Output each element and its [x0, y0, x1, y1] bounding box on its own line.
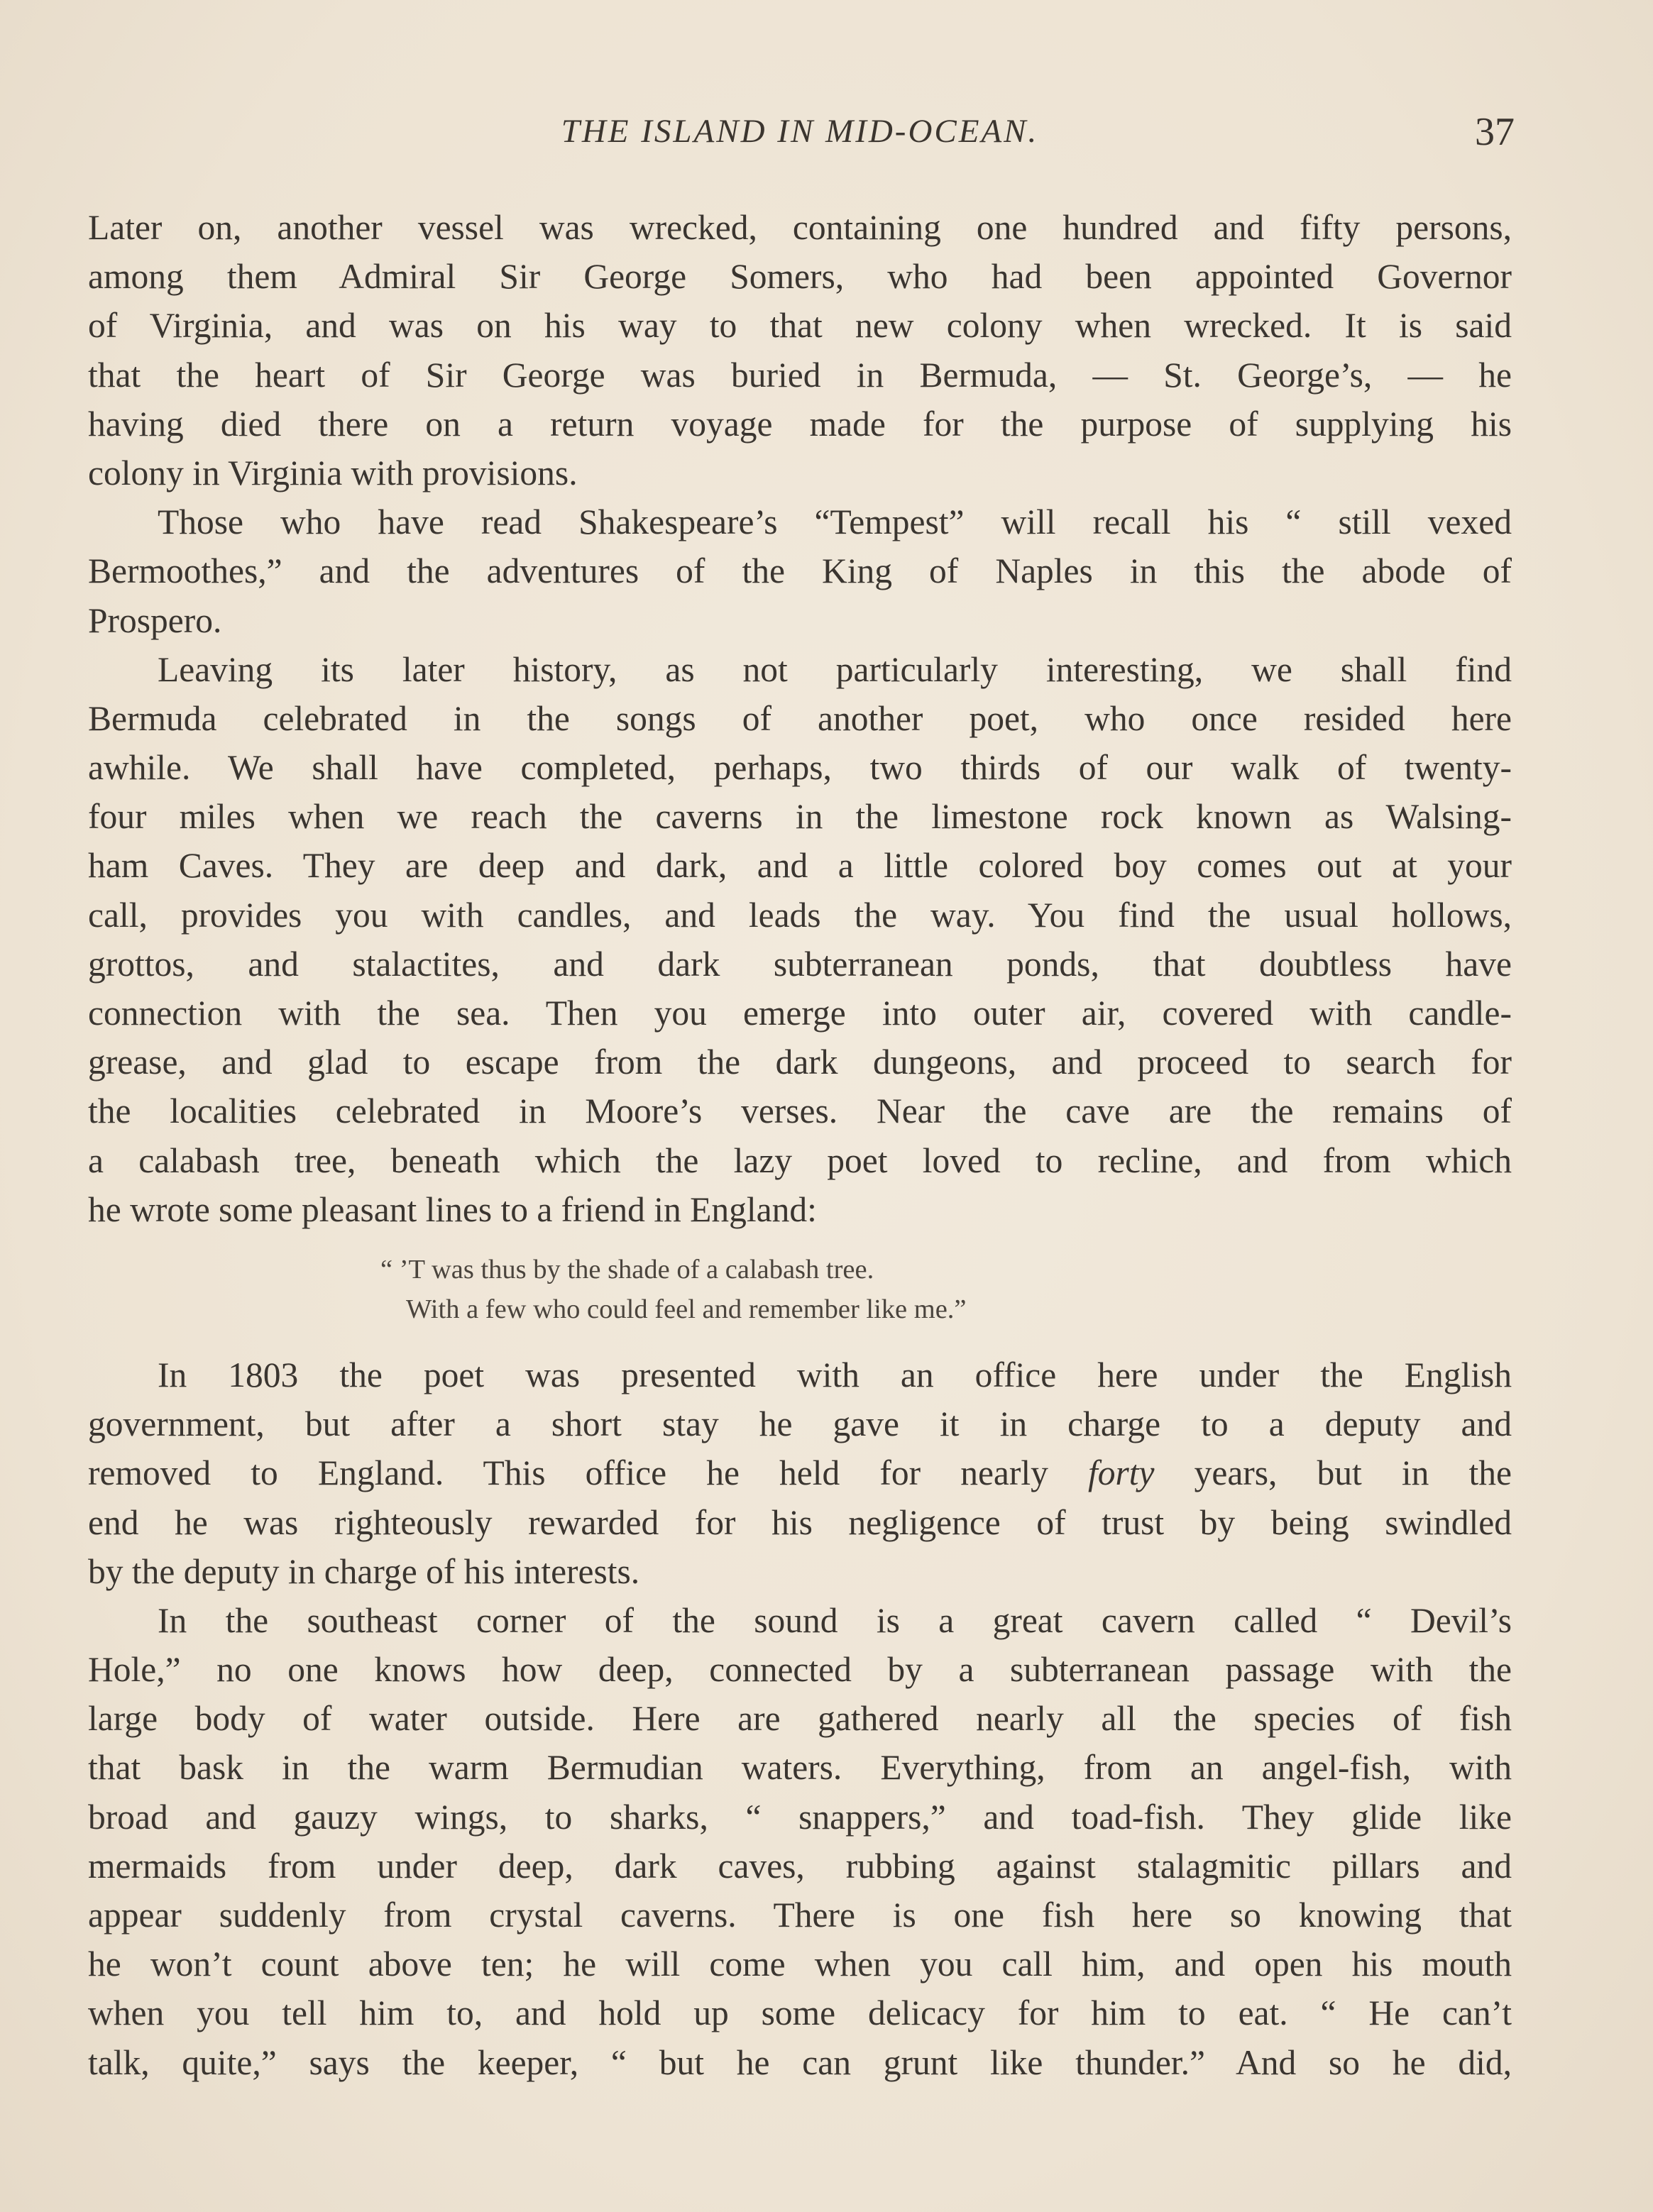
text-line: among them Admiral Sir George Somers, who had been appointed Governor	[88, 257, 1512, 297]
running-title: THE ISLAND IN MID-OCEAN.	[561, 113, 1039, 150]
verse-line: “ ’T was thus by the shade of a calabash tree.	[380, 1254, 874, 1284]
text-line: colony in Virginia with provisions.	[88, 453, 578, 493]
text-line: four miles when we reach the caverns in the limestone rock known as Walsing-	[88, 797, 1512, 837]
text-line: by the deputy in charge of his interests.	[88, 1551, 640, 1591]
text-line: awhile. We shall have completed, perhaps, two thirds of our walk of twenty-	[88, 748, 1512, 788]
text-line: he won’t count above ten; he will come when you call him, and open his mouth	[88, 1944, 1512, 1984]
verse-line: With a few who could feel and remember like me.”	[406, 1294, 967, 1324]
body-text	[88, 203, 1512, 2087]
text-line: Hole,” no one knows how deep, connected by a subterranean passage with the	[88, 1650, 1512, 1690]
text-line: Bermoothes,” and the adventures of the King of Naples in this the abode of	[88, 551, 1512, 591]
text-line: broad and gauzy wings, to sharks, “ snappers,” and toad-fish. They glide like	[88, 1797, 1512, 1837]
page-number: 37	[1475, 110, 1515, 154]
paragraph-5	[88, 1596, 1512, 2087]
text-line: of Virginia, and was on his way to that new colony when wrecked. It is said	[88, 306, 1512, 346]
paragraph-3	[88, 645, 1512, 1234]
text-line: mermaids from under deep, dark caves, rubbing against stalagmitic pillars and	[88, 1846, 1512, 1886]
text-line: end he was righteously rewarded for his negligence of trust by being swindled	[88, 1502, 1512, 1542]
text-line: Those who have read Shakespeare’s “Tempest” will recall his “ still vexed	[158, 502, 1512, 542]
text-line: In the southeast corner of the sound is a great cavern called “ Devil’s	[158, 1600, 1512, 1640]
text-line: large body of water outside. Here are gathered nearly all the species of fish	[88, 1699, 1512, 1739]
text-line	[88, 1448, 1512, 1497]
paragraph-1	[88, 203, 1512, 497]
text-line: ham Caves. They are deep and dark, and a little colored boy comes out at your	[88, 846, 1512, 886]
text-line: appear suddenly from crystal caverns. There is one fish here so knowing that	[88, 1895, 1512, 1935]
text-line: connection with the sea. Then you emerge into outer air, covered with candle-	[88, 994, 1512, 1033]
text-line: a calabash tree, beneath which the lazy poet loved to recline, and from which	[88, 1140, 1512, 1180]
paragraph-2	[88, 497, 1512, 645]
verse-quote	[88, 1250, 1512, 1329]
text-line: when you tell him to, and hold up some delicacy for him to eat. “ He can’t	[88, 1993, 1512, 2033]
text-line: Bermuda celebrated in the songs of another poet, who once resided here	[88, 698, 1512, 738]
text-line: he wrote some pleasant lines to a friend in England:	[88, 1189, 817, 1229]
text-line: Leaving its later history, as not particularly interesting, we shall find	[158, 649, 1512, 689]
text-line: talk, quite,” says the keeper, “ but he can grunt like thunder.” And so he did,	[88, 2042, 1512, 2082]
page-header	[88, 106, 1515, 163]
text-line: that bask in the warm Bermudian waters. Everything, from an angel-fish, with	[88, 1748, 1512, 1788]
text-line: having died there on a return voyage made for the purpose of supplying his	[88, 404, 1512, 444]
italic-word: forty	[1088, 1453, 1155, 1493]
text-line: the localities celebrated in Moore’s verses. Near the cave are the remains of	[88, 1091, 1512, 1131]
text-line: Prospero.	[88, 600, 222, 640]
paragraph-4	[88, 1350, 1512, 1596]
text-fragment: removed to England. This office he held for nearly	[88, 1453, 1088, 1493]
text-line: grottos, and stalactites, and dark subterranean ponds, that doubtless have	[88, 944, 1512, 984]
text-line: grease, and glad to escape from the dark dungeons, and proceed to search for	[88, 1042, 1512, 1082]
text-fragment: years, but in the	[1154, 1453, 1512, 1493]
text-line: Later on, another vessel was wrecked, containing one hundred and fifty persons,	[88, 208, 1512, 247]
text-line: government, but after a short stay he gave it in charge to a deputy and	[88, 1404, 1512, 1444]
text-line: In 1803 the poet was presented with an office here under the English	[158, 1355, 1512, 1394]
text-line: call, provides you with candles, and leads the way. You find the usual hollows,	[88, 895, 1512, 935]
text-line: that the heart of Sir George was buried in Bermuda, — St. George’s, — he	[88, 355, 1512, 395]
